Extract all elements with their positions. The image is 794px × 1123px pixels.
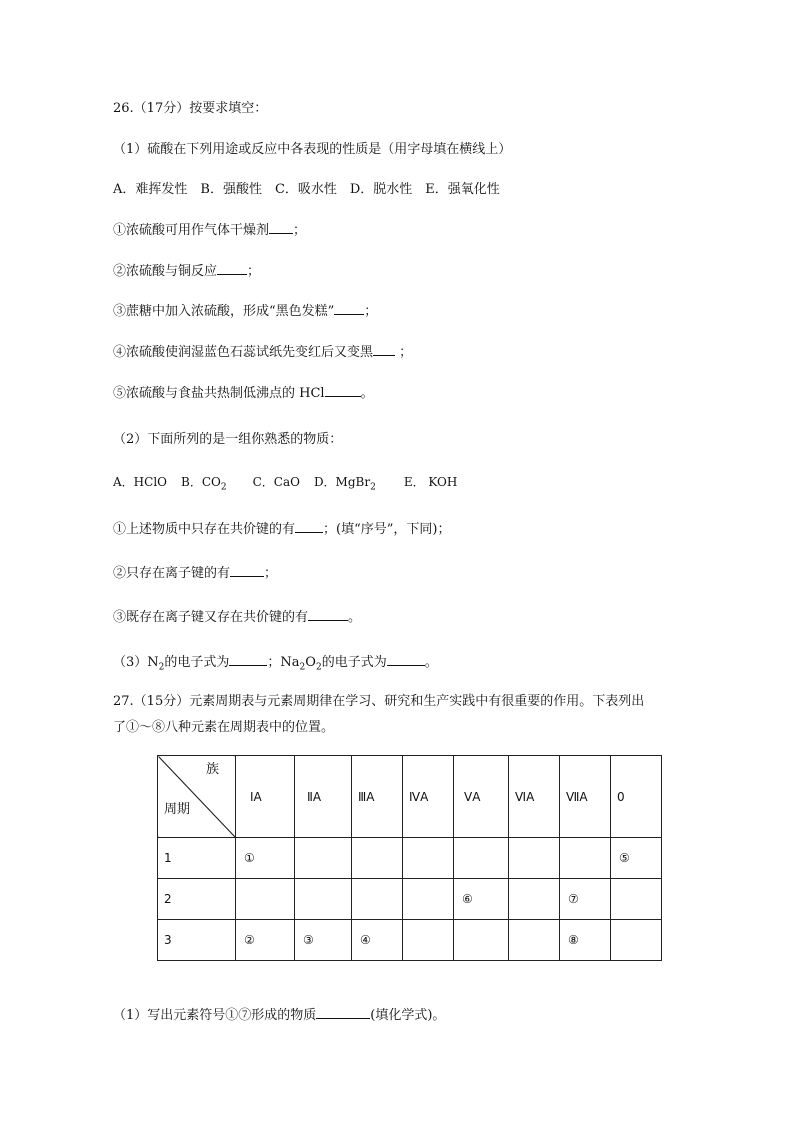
table-row [158, 838, 662, 879]
table-row [158, 920, 662, 961]
element-cell: ⑤ [611, 838, 662, 879]
element-cell: ⑥ [454, 879, 509, 920]
answer-blank[interactable] [217, 262, 247, 275]
table-row [158, 879, 662, 920]
element-cell [403, 920, 454, 961]
q26-part2-item-2: ②只存在离子键的有 ； [113, 566, 278, 581]
element-cell: ④ [352, 920, 403, 961]
answer-blank[interactable] [269, 221, 293, 234]
q26-part2-options: A．HClO B．$CO_2$ C．CaO D．MgBr$_2$ E． KOH [113, 475, 458, 493]
q26-part1-item-2: ②浓硫酸与铜反应 ； [113, 264, 261, 279]
periodic-table [157, 755, 662, 961]
answer-blank[interactable] [334, 302, 364, 315]
group-header: ⅡA [295, 756, 352, 838]
q26-part1-item-1: ①浓硫酸可用作气体干燥剂 ； [113, 223, 307, 238]
element-cell [509, 838, 560, 879]
group-header: ⅠA [236, 756, 295, 838]
q26-part1-options: A．难挥发性 B．强酸性 C．吸水性 D．脱水性 E．强氧化性 [113, 182, 500, 197]
q26-title: 26.（17分）按要求填空： [113, 101, 268, 116]
element-cell [403, 838, 454, 879]
answer-blank[interactable] [316, 1006, 370, 1019]
element-cell [454, 838, 509, 879]
group-header: 0 [611, 756, 662, 838]
period-header-label: 周期 [164, 802, 191, 817]
element-cell [403, 879, 454, 920]
period-label: 2 [158, 879, 236, 920]
element-cell: ① [236, 838, 295, 879]
element-cell: ② [236, 920, 295, 961]
answer-blank[interactable] [325, 384, 361, 397]
group-header: ⅥA [509, 756, 560, 838]
group-header: ⅢA [352, 756, 403, 838]
answer-blank[interactable] [387, 653, 425, 666]
answer-blank[interactable] [295, 520, 323, 533]
q26-part1-prompt: （1）硫酸在下列用途或反应中各表现的性质是（用字母填在横线上） [113, 142, 512, 157]
element-cell [509, 920, 560, 961]
q27-part1: （1）写出元素符号①⑦形成的物质 (填化学式)。 [113, 1008, 446, 1023]
answer-blank[interactable] [308, 608, 348, 621]
element-cell [509, 879, 560, 920]
group-header: ⅤA [454, 756, 509, 838]
element-cell: ⑦ [560, 879, 611, 920]
q26-part1-item-4: ④浓硫酸使润湿蓝色石蕊试纸先变红后又变黑 ； [113, 345, 413, 360]
period-label: 3 [158, 920, 236, 961]
element-cell [295, 838, 352, 879]
q27-intro-line-2: 了①～⑧八种元素在周期表中的位置。 [113, 720, 335, 735]
q26-part1-item-3: ③蔗糖中加入浓硫酸，形成“黑色发糕” ； [113, 304, 378, 319]
element-cell [295, 879, 352, 920]
element-cell [236, 879, 295, 920]
element-cell [352, 838, 403, 879]
element-cell [611, 879, 662, 920]
answer-blank[interactable] [229, 653, 267, 666]
element-cell [352, 879, 403, 920]
answer-blank[interactable] [230, 564, 264, 577]
q26-part2-item-3: ③既存在离子键又存在共价键的有 。 [113, 610, 362, 625]
element-cell [454, 920, 509, 961]
element-cell: ⑧ [560, 920, 611, 961]
element-cell [611, 920, 662, 961]
element-cell: ③ [295, 920, 352, 961]
period-label: 1 [158, 838, 236, 879]
element-cell [560, 838, 611, 879]
q27-intro-line-1: 27.（15分）元素周期表与元素周期律在学习、研究和生产实践中有很重要的作用。下表列出 [113, 694, 645, 709]
table-corner-header [158, 756, 236, 838]
group-header-label: 族 [205, 762, 219, 777]
group-header: ⅦA [560, 756, 611, 838]
answer-blank[interactable] [373, 343, 395, 356]
q26-part2-item-1: ①上述物质中只存在共价键的有 ；(填“序号”，下同)； [113, 522, 451, 537]
q26-part1-item-5: ⑤浓硫酸与食盐共热制低沸点的 HCl 。 [113, 386, 374, 401]
group-header: ⅣA [403, 756, 454, 838]
q26-part3: $(3)N_2$的电子式为 ；$Na_2O_2$的电子式为 。 [113, 655, 438, 673]
q26-part2-prompt: （2）下面所列的是一组你熟悉的物质： [113, 432, 343, 447]
